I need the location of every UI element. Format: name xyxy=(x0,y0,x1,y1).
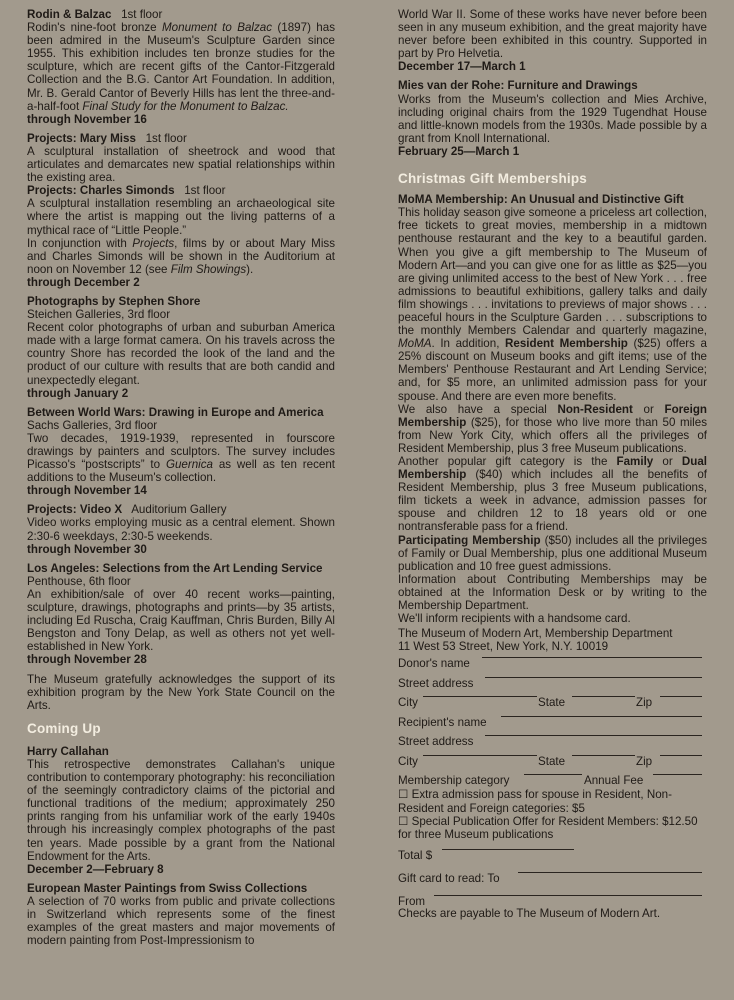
field-label: Total $ xyxy=(398,848,433,862)
exhibition-video-x xyxy=(27,503,335,555)
exhibition-los-angeles xyxy=(27,562,335,667)
field-label: Street address xyxy=(398,676,474,690)
special-offer-checkbox[interactable]: ☐ Special Publication Offer for Resident Members: $12.50 for three Museum publications xyxy=(398,814,698,841)
exhibition-title: Rodin & Balzac xyxy=(27,8,112,21)
field-line[interactable] xyxy=(442,849,574,850)
christmas-heading: Christmas Gift Memberships xyxy=(398,171,587,187)
field-line[interactable] xyxy=(482,657,702,658)
address-line: The Museum of Modern Art, Membership Department xyxy=(398,627,673,641)
exhibition-mies-van-der-rohe xyxy=(398,79,707,158)
extra-pass-checkbox[interactable]: ☐ Extra admission pass for spouse in Resident, Non-Resident and Foreign categories: $5 xyxy=(398,788,672,815)
membership-type: Participating Membership xyxy=(398,533,541,547)
exhibition-text: This retrospective demonstrates Callahan's unique contribution to contemporary photography: his reconciliation of the seemingly contradictory claims of the pictorial and functional traditions of the medium; approximately 250 prints ranging from his unfamiliar work of the early 1940s through his increasingly complex photographs of the past ten years. Made possible by a grant from the National Endowment for the Arts. xyxy=(27,757,335,863)
field-label: Recipient's name xyxy=(398,715,487,729)
exhibition-text: A selection of 70 works from public and private collections in Switzerland which represents some of the finest examples of the great masters and major movements of modern painting from Post-Impressionism to xyxy=(27,894,335,948)
street-address-field[interactable] xyxy=(398,677,707,697)
exhibition-date: February 25—March 1 xyxy=(398,144,520,158)
total-field[interactable] xyxy=(398,849,707,872)
acknowledgement-text: The Museum gratefully acknowledges the support of its exhibition program by the New York State Council on the Arts. xyxy=(27,672,335,712)
field-label: Street address xyxy=(398,735,474,749)
section-reference: Film Showings xyxy=(170,262,247,276)
membership-text: ($40) which includes all the benefits of Resident Membership, plus 3 free Museum publications, film tickets a week in advance, admission passes for spouse and children 12 to 18 years old or one nontransferable pass for a friend. xyxy=(398,468,707,534)
city-state-zip-field[interactable] xyxy=(398,696,707,716)
exhibition-text: Rodin's nine-foot bronze xyxy=(27,21,163,35)
field-line[interactable] xyxy=(518,872,702,873)
exhibition-text: In conjunction with xyxy=(27,236,133,250)
exhibition-title: Projects: Mary Miss xyxy=(27,131,136,145)
recipient-street-field[interactable] xyxy=(398,735,707,755)
membership-text: We also have a special xyxy=(398,402,558,416)
exhibition-location: Sachs Galleries, 3rd floor xyxy=(27,418,158,432)
exhibition-title: Projects: Charles Simonds xyxy=(27,184,175,198)
exhibition-rodin-balzac xyxy=(27,8,335,126)
exhibition-location: Auditorium Gallery xyxy=(131,503,227,517)
membership-text: or xyxy=(632,402,665,416)
left-column xyxy=(27,8,335,953)
membership-title: MoMA Membership: An Unusual and Distinctive Gift xyxy=(398,193,684,207)
exhibition-title: Mies van der Rohe: Furniture and Drawings xyxy=(398,79,638,93)
acknowledgement xyxy=(27,673,335,712)
field-label: Gift card to read: To xyxy=(398,871,500,885)
exhibition-date: through January 2 xyxy=(27,386,129,400)
membership-text: ($25), for those who live more than 50 miles from New York City, which offers all the privileges of Resident Membership, plus 3 free Museum publications. xyxy=(398,415,707,455)
recipient-city-state-zip-field[interactable] xyxy=(398,755,707,775)
membership-text: ($25) offers a 25% discount on Museum books and gift items; use of the Members' Penthouse Restaurant and Art Lending Service; and, for $5 more, an unlimited admission pass for your spouse. And there are even more benefits. xyxy=(398,337,707,403)
field-line[interactable] xyxy=(485,677,702,678)
exhibition-charles-simonds xyxy=(27,184,335,289)
right-column xyxy=(398,8,707,920)
membership-type: Foreign Membership xyxy=(398,402,707,429)
exhibition-title: Between World Wars: Drawing in Europe and America xyxy=(27,405,324,419)
membership-text: . In addition, xyxy=(431,337,506,351)
membership-type: Non-Resident xyxy=(557,402,633,416)
exhibition-title: Projects: Video X xyxy=(27,503,123,517)
field-line[interactable] xyxy=(572,755,635,756)
exhibition-date: through November 30 xyxy=(27,542,147,556)
exhibition-stephen-shore xyxy=(27,295,335,400)
field-label: From xyxy=(398,894,426,908)
membership-text: ($50) includes all the privileges of Family or Dual Membership, plus one additional Museum publication and 10 free guest admissions. xyxy=(398,533,707,573)
donor-name-field[interactable] xyxy=(398,657,707,677)
exhibition-text: (1897) has been admired in the Museum's Sculpture Garden since 1955. This exhibition includes ten bronze studies for the sculpture, which are recent gifts of the Cantor-Fitzgerald Collection and the B.G. Cantor Art Foundation. In addition, Mr. B. Gerald Cantor of Beverly Hills has lent the three-and-a-half-foot xyxy=(27,21,335,113)
exhibition-date: through December 2 xyxy=(27,275,140,289)
membership-category-field[interactable] xyxy=(398,774,707,788)
field-line[interactable] xyxy=(434,895,702,896)
field-line[interactable] xyxy=(485,735,702,736)
recipient-name-field[interactable] xyxy=(398,716,707,736)
field-line[interactable] xyxy=(423,696,537,697)
exhibition-text: as well as ten recent additions to the Museum's collection. xyxy=(27,458,335,485)
exhibition-date: December 17—March 1 xyxy=(398,60,526,74)
field-label: Membership category xyxy=(398,774,510,788)
exhibition-text: World War II. Some of these works have never before been seen in any museum exhibition, and the great majority have never before been exhibited in this country. Supported in part by Pro Helvetia. xyxy=(398,8,707,61)
artwork-title: Final Study for the Monument to Balzac. xyxy=(82,99,289,113)
exhibition-title: European Master Paintings from Swiss Collections xyxy=(27,881,308,895)
exhibition-harry-callahan xyxy=(27,745,335,876)
field-line[interactable] xyxy=(423,755,537,756)
exhibition-swiss-continued xyxy=(398,8,707,73)
exhibition-date: December 2—February 8 xyxy=(27,862,164,876)
exhibition-text: A sculptural installation of sheetrock and wood that articulates and demarcates new spatial relationships within the existing area. xyxy=(27,144,335,185)
coming-up-heading: Coming Up xyxy=(27,720,101,736)
membership-text: or xyxy=(653,455,682,468)
exhibition-text: A sculptural installation resembling an archaeological site where the artist is mapping out the living patterns of a mythical race of “Little People.” xyxy=(27,197,335,237)
exhibition-title: Los Angeles: Selections from the Art Lending Service xyxy=(27,561,323,575)
exhibition-title: Harry Callahan xyxy=(27,744,109,758)
address-line: 11 West 53 Street, New York, N.Y. 10019 xyxy=(398,640,609,654)
exhibition-text: Video works employing music as a central element. Shown 2:30-6 weekdays, 2:30-5 weekends. xyxy=(27,516,335,543)
magazine-title: MoMA xyxy=(398,337,432,351)
exhibition-date: through November 14 xyxy=(27,484,147,498)
field-line[interactable] xyxy=(524,774,582,775)
artwork-title: Guernica xyxy=(165,458,213,472)
exhibition-between-world-wars xyxy=(27,406,335,498)
exhibition-location: Penthouse, 6th floor xyxy=(27,574,131,588)
membership-type: Family xyxy=(616,455,654,468)
membership-address xyxy=(398,627,707,653)
checks-payable-note: Checks are payable to The Museum of Modern Art. xyxy=(398,906,661,920)
exhibition-text: Two decades, 1919-1939, represented in fourscore drawings by painters and sculptors. The survey includes Picasso's “postscripts” to xyxy=(27,431,335,472)
from-field[interactable] xyxy=(398,895,707,907)
membership-text: Information about Contributing Memberships may be obtained at the Information Desk or by writing to the Membership Department. xyxy=(398,572,707,613)
field-label: Annual Fee xyxy=(584,774,644,788)
exhibition-text: Recent color photographs of urban and suburban America made with a large format camera. On his travels across the country Shore has recorded the look of the land and the product of our culture with results that are both candid and unexpectedly elegant. xyxy=(27,321,335,387)
exhibition-mary-miss xyxy=(27,132,335,184)
field-label: Zip xyxy=(636,696,653,710)
gift-form xyxy=(398,657,707,919)
exhibition-text: , films by or about Mary Miss and Charles Simonds will be shown in the Auditorium at noon on November 12 (see xyxy=(27,236,335,276)
exhibition-text: ). xyxy=(246,262,254,276)
exhibition-text: Works from the Museum's collection and Mies Archive, including original chairs from the 1929 Tugendhat House and little-known models from the 1930s. Made possible by a grant from Knoll International. xyxy=(398,92,707,145)
field-line[interactable] xyxy=(653,774,702,775)
exhibition-location: 1st floor xyxy=(145,131,187,145)
field-label: State xyxy=(538,754,566,768)
program-title: Projects xyxy=(132,236,175,250)
exhibition-swiss-collections xyxy=(27,882,335,947)
field-label: Donor's name xyxy=(398,657,470,671)
exhibition-location: 1st floor xyxy=(121,8,163,21)
exhibition-location: Steichen Galleries, 3rd floor xyxy=(27,308,171,322)
field-label: City xyxy=(398,696,418,710)
membership-type: Dual Membership xyxy=(398,455,707,482)
exhibition-date: through November 16 xyxy=(27,112,147,126)
membership-info xyxy=(398,193,707,625)
gift-card-field[interactable] xyxy=(398,872,707,895)
field-label: Zip xyxy=(636,754,653,768)
field-line[interactable] xyxy=(501,716,702,717)
exhibition-text: An exhibition/sale of over 40 recent works—painting, sculpture, drawings, photographs and prints—by 35 artists, including Ed Ruscha, Craig Kauffman, Chris Burden, Billy Al Bengston and Tony Delap, as well as others not yet well-established in New York. xyxy=(27,587,335,654)
membership-type: Resident Membership xyxy=(505,337,628,351)
field-label: City xyxy=(398,754,418,768)
artwork-title: Monument to Balzac xyxy=(162,21,273,35)
field-line[interactable] xyxy=(572,696,635,697)
field-line[interactable] xyxy=(660,755,702,756)
exhibition-title: Photographs by Stephen Shore xyxy=(27,294,201,308)
membership-text: Another popular gift category is the xyxy=(398,455,617,468)
field-line[interactable] xyxy=(660,696,702,697)
membership-text: This holiday season give someone a priceless art collection, free tickets to great movies, membership in a midtown penthouse restaurant and the key to a beautiful garden. When you give a gift membership to The Museum of Modern Art—and you can give one for as little as $25—you are giving unlimited access to the best of New York . . . free admissions to beautiful exhibitions, gallery talks and daily film showings . . . invitations to previews of major shows . . . peaceful hours in the Sculpture Garden . . . subscriptions to the monthly Members Calendar and quarterly magazine, xyxy=(398,206,707,338)
membership-text: We'll inform recipients with a handsome card. xyxy=(398,612,631,626)
exhibition-location: 1st floor xyxy=(184,184,226,198)
exhibition-date: through November 28 xyxy=(27,653,147,667)
field-label: State xyxy=(538,696,566,710)
